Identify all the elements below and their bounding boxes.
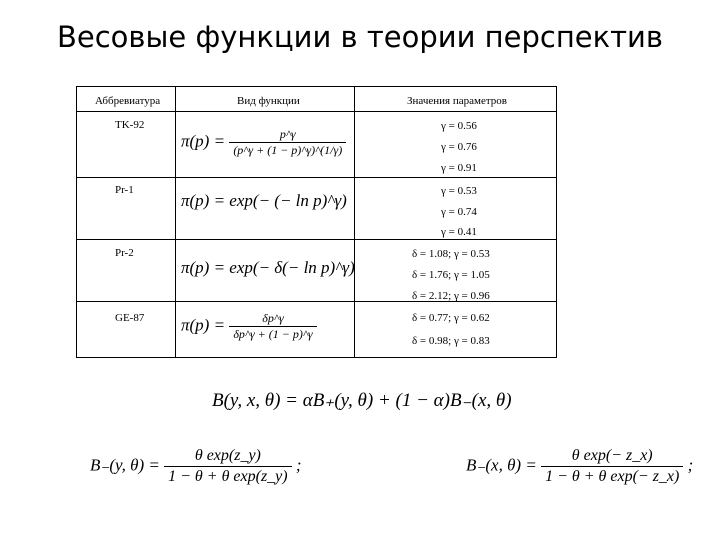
parameter-value: γ = 0.76 [441, 141, 477, 153]
parameter-value: γ = 0.74 [441, 206, 477, 218]
bernoulli-mixture-equation: B(y, x, θ) = αB₊(y, θ) + (1 − α)B₋(x, θ) [212, 390, 512, 411]
equation-denominator: 1 − θ + θ exp(z_y) [164, 466, 292, 487]
row-divider [77, 177, 556, 178]
parameter-value: γ = 0.91 [441, 162, 477, 174]
equation-denominator: 1 − θ + θ exp(− z_x) [541, 466, 683, 487]
equation-terminator: ; [295, 455, 302, 475]
equation-lhs: B₋(y, θ) = [90, 455, 160, 475]
parameter-value: δ = 0.77; γ = 0.62 [412, 312, 490, 324]
formula-numerator: δp^γ [262, 311, 284, 325]
parameter-value: γ = 0.53 [441, 185, 477, 197]
row-formula: π(p) = exp(− δ(− ln p)^γ) [181, 258, 355, 277]
formula-fraction [229, 311, 316, 342]
header-function-form: Вид функции [237, 95, 300, 107]
header-parameter-values: Значения параметров [407, 95, 507, 107]
equation-lhs: B₋(x, θ) = [466, 455, 537, 475]
column-divider [175, 87, 176, 357]
row-divider [77, 111, 556, 112]
parameter-value: δ = 0.98; γ = 0.83 [412, 335, 490, 347]
equation-numerator: θ exp(− z_x) [571, 447, 653, 464]
formula-denominator: (p^γ + (1 − p)^γ)^(1/γ) [229, 142, 346, 158]
parameter-value: γ = 0.41 [441, 226, 477, 238]
parameter-value: γ = 0.56 [441, 120, 477, 132]
parameter-value: δ = 1.08; γ = 0.53 [412, 248, 490, 260]
equation-terminator: ; [687, 455, 694, 475]
row-formula: π(p) = exp(− (− ln p)^γ) [181, 191, 347, 210]
row-formula [181, 311, 317, 342]
formula-numerator: p^γ [279, 127, 296, 141]
weighting-functions-table [76, 86, 557, 358]
row-divider [77, 239, 556, 240]
column-divider [354, 87, 355, 357]
formula-fraction [229, 127, 346, 158]
b-minus-y-equation [90, 446, 302, 487]
row-abbreviation: TK-92 [115, 119, 145, 131]
b-minus-x-equation [466, 446, 693, 487]
header-abbreviation: Аббревиатура [95, 95, 161, 107]
equation-fraction [164, 446, 292, 487]
row-formula [181, 127, 346, 158]
formula-lhs: π(p) = [181, 315, 226, 335]
row-abbreviation: Pr-2 [115, 247, 134, 259]
formula-lhs: π(p) = [181, 131, 226, 151]
equation-fraction [541, 446, 683, 487]
equation-numerator: θ exp(z_y) [194, 447, 261, 464]
slide-title: Весовые функции в теории перспектив [57, 20, 663, 54]
formula-denominator: δp^γ + (1 − p)^γ [229, 326, 316, 342]
row-abbreviation: GE-87 [115, 312, 145, 324]
parameter-value: δ = 2.12; γ = 0.96 [412, 290, 490, 302]
parameter-value: δ = 1.76; γ = 1.05 [412, 269, 490, 281]
row-abbreviation: Pr-1 [115, 184, 134, 196]
